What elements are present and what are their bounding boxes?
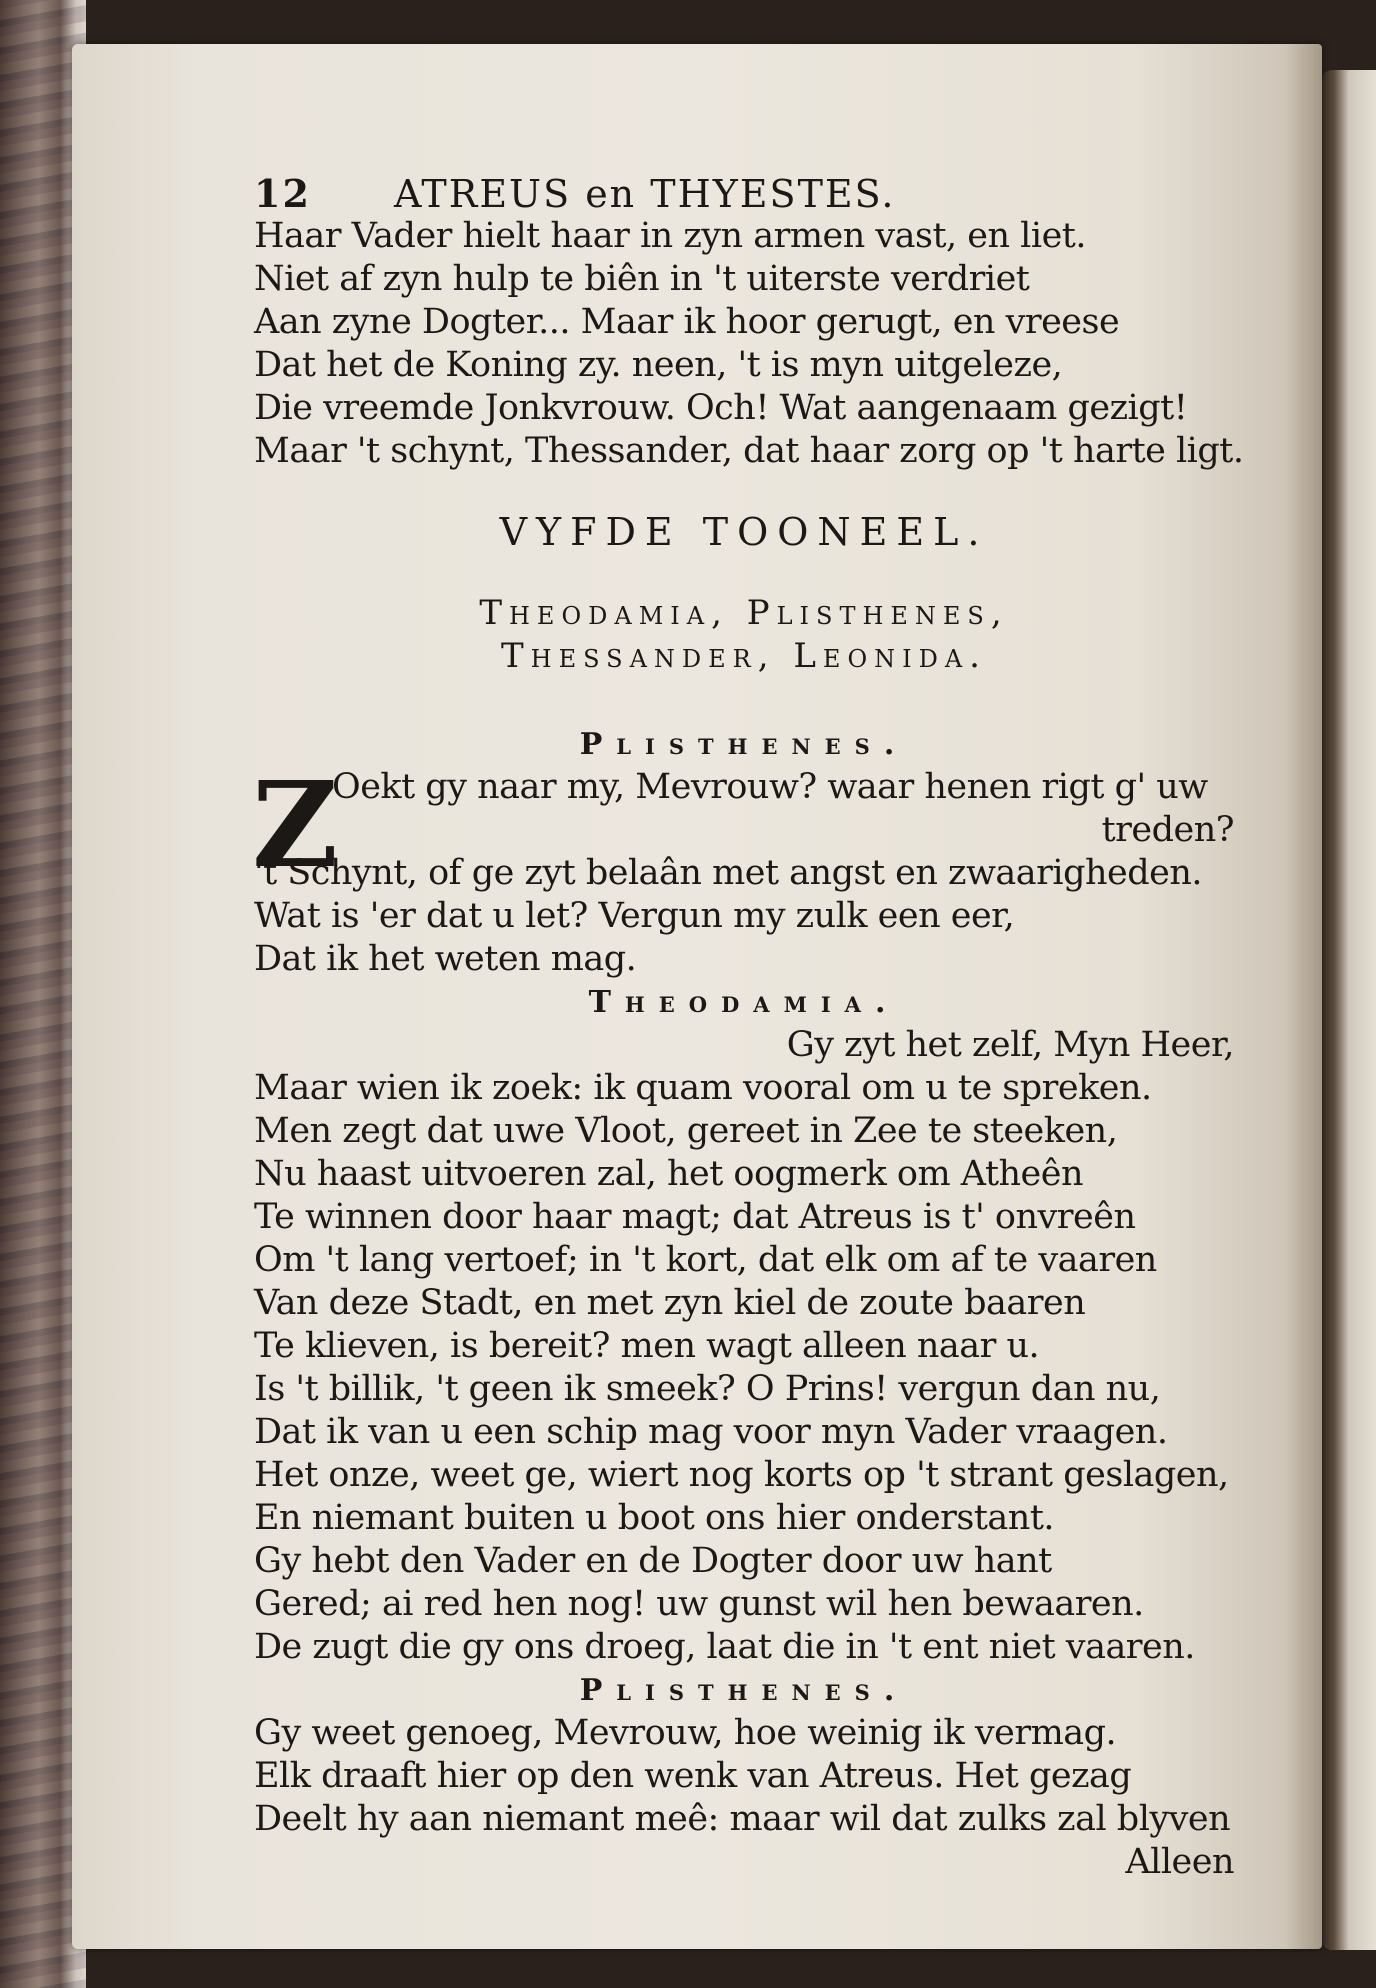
line-text: Gy zyt het zelf, Myn Heer, xyxy=(786,1025,1234,1065)
line-text: Het onze, weet ge, wiert nog korts op 't strant geslagen, xyxy=(254,1455,1229,1495)
speaker-name xyxy=(254,981,1234,1024)
running-title: ATREUS en THYESTES. xyxy=(394,172,896,216)
verse-line xyxy=(254,301,1234,344)
verse-line xyxy=(254,1755,1234,1798)
verse-line xyxy=(254,344,1234,387)
line-text: Men zegt dat uwe Vloot, gereet in Zee te steeken, xyxy=(254,1111,1118,1151)
verse-line xyxy=(254,1239,1234,1282)
line-text: Gy weet genoeg, Mevrouw, hoe weinig ik vermag. xyxy=(254,1713,1117,1753)
running-header xyxy=(254,172,1234,215)
line-text: Aan zyne Dogter... Maar ik hoor gerugt, en vreese xyxy=(254,302,1120,342)
verse-line-continuation xyxy=(254,1024,1234,1067)
line-text: Nu haast uitvoeren zal, het oogmerk om Atheên xyxy=(254,1154,1084,1194)
line-text: Wat is 'er dat u let? Vergun my zulk een eer, xyxy=(254,896,1015,936)
verse-line xyxy=(254,1583,1234,1626)
verse-line xyxy=(254,1067,1234,1110)
verse-line xyxy=(254,1282,1234,1325)
line-text: Dat ik van u een schip mag voor myn Vader vraagen. xyxy=(254,1412,1168,1452)
line-text: Om 't lang vertoef; in 't kort, dat elk om af te vaaren xyxy=(254,1240,1157,1280)
line-text: Dat ik het weten mag. xyxy=(254,939,637,979)
line-text: De zugt die gy ons droeg, laat die in 't ent niet vaaren. xyxy=(254,1627,1195,1667)
line-text: Maar 't schynt, Thessander, dat haar zorg op 't harte ligt. xyxy=(254,431,1244,471)
line-text: 't Schynt, of ge zyt belaân met angst en zwaarigheden. xyxy=(254,853,1203,893)
verse-line xyxy=(254,1325,1234,1368)
line-text: En niemant buiten u boot ons hier onderstant. xyxy=(254,1498,1055,1538)
page-text xyxy=(252,171,1244,1884)
speaker-name xyxy=(254,1669,1234,1712)
line-text: Haar Vader hielt haar in zyn armen vast, en liet. xyxy=(254,216,1086,256)
verse-line xyxy=(254,430,1244,473)
page-number: 12 xyxy=(254,171,311,216)
verse-line xyxy=(254,852,1234,895)
verse-line xyxy=(254,1196,1234,1239)
line-text: Maar wien ik zoek: ik quam vooral om u te spreken. xyxy=(254,1068,1152,1108)
line-text: Van deze Stadt, en met zyn kiel de zoute baaren xyxy=(254,1283,1086,1323)
verse-line xyxy=(254,1454,1234,1497)
verse-line-continuation xyxy=(254,1841,1234,1884)
verse-line xyxy=(254,215,1234,258)
verse-line xyxy=(254,1368,1234,1411)
line-text: Is 't billik, 't geen ik smeek? O Prins! vergun dan nu, xyxy=(254,1369,1161,1409)
line-text: Plisthenes. xyxy=(579,727,909,762)
line-text: Niet af zyn hulp te biên in 't uiterste verdriet xyxy=(254,259,1030,299)
line-text: VYFDE TOONEEL. xyxy=(499,510,989,554)
speaker-name xyxy=(254,723,1234,766)
character-list xyxy=(254,592,1234,635)
verse-line xyxy=(254,1626,1234,1669)
verse-line xyxy=(254,1110,1234,1153)
line-text: Te klieven, is bereit? men wagt alleen naar u. xyxy=(254,1326,1040,1366)
line-text: Dat het de Koning zy. neen, 't is myn uitgeleze, xyxy=(254,345,1063,385)
verse-line xyxy=(254,387,1234,430)
verse-line xyxy=(254,895,1234,938)
line-text: Die vreemde Jonkvrouw. Och! Wat aangenaam gezigt! xyxy=(254,388,1188,428)
facing-page-edge xyxy=(1322,70,1376,1950)
verse-line xyxy=(254,1411,1234,1454)
character-list xyxy=(254,635,1234,678)
line-text: Plisthenes. xyxy=(579,1673,909,1708)
verse-line xyxy=(254,1540,1234,1583)
verse-line xyxy=(254,1798,1234,1841)
line-text: Gy hebt den Vader en de Dogter door uw hant xyxy=(254,1541,1052,1581)
verse-line xyxy=(254,938,1234,981)
verse-line xyxy=(254,258,1234,301)
line-text: treden? xyxy=(1101,810,1234,850)
verse-line-continuation xyxy=(254,809,1234,852)
line-text: Deelt hy aan niemant meê: maar wil dat zulks zal blyven xyxy=(254,1799,1231,1839)
line-text: Oekt gy naar my, Mevrouw? waar henen rigt g' uw xyxy=(332,767,1208,807)
drop-cap-initial: Z xyxy=(252,755,338,894)
line-text: Thessander, Leonida. xyxy=(500,636,987,676)
line-text: Alleen xyxy=(1125,1842,1234,1882)
line-text: Gered; ai red hen nog! uw gunst wil hen bewaaren. xyxy=(254,1584,1144,1624)
scene-heading xyxy=(254,511,1234,554)
line-text: Theodamia, Plisthenes, xyxy=(479,593,1009,633)
verse-line xyxy=(254,1712,1234,1755)
line-text: Te winnen door haar magt; dat Atreus is t' onvreên xyxy=(254,1197,1136,1237)
line-text: Elk draaft hier op den wenk van Atreus. Het gezag xyxy=(254,1756,1132,1796)
line-text: Theodamia. xyxy=(588,985,900,1020)
verse-line xyxy=(254,1153,1234,1196)
verse-line xyxy=(254,1497,1234,1540)
